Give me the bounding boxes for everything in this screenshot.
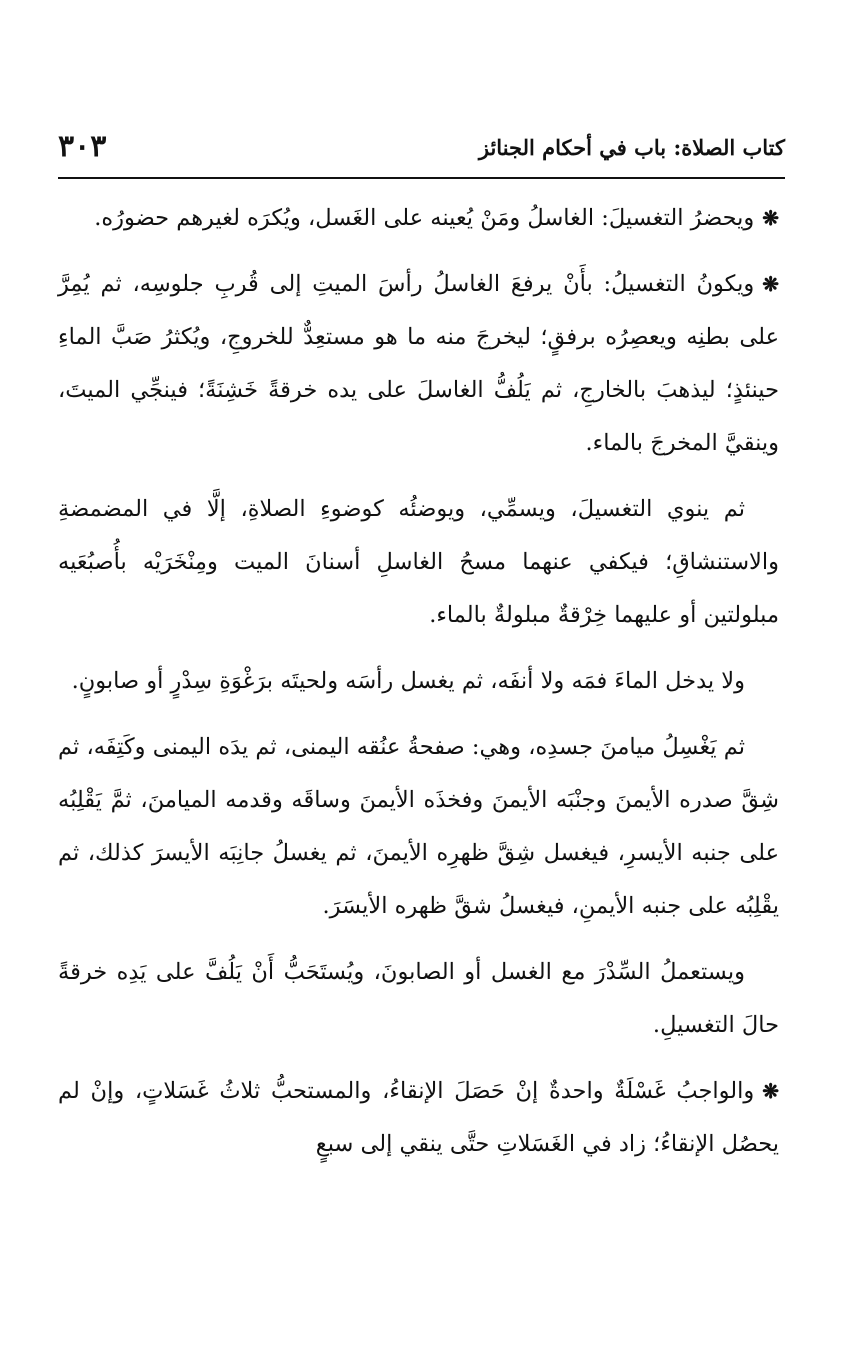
paragraph-text: ويكونُ التغسيلُ: بأَنْ يرفعَ الغاسلُ رأسَ الميتِ إلى قُربِ جلوسِه، ثم يُمِرَّ على بطنِه ويعصِرُه برفقٍ؛ ليخرجَ منه ما هو مستعِدٌّ للخروجِ، ويُكثرُ صَبَّ الماءِ حينئذٍ؛ ليذهبَ بالخارجِ، ثم يَلُفُّ الغاسلَ على يده خرقةً خَشِنَةً؛ فينجِّي الميتَ، وينقيَّ المخرجَ بالماء. [58,271,779,456]
paragraph-bullet-icon: ❋ [762,1079,779,1103]
paragraph [58,192,779,245]
paragraph [58,1065,779,1171]
paragraph-text: ويحضرُ التغسيلَ: الغاسلُ ومَنْ يُعينه على الغَسل، ويُكرَه لغيرهم حضورُه. [94,205,755,231]
paragraph-text: ثم يَغْسِلُ ميامنَ جسدِه، وهي: صفحةُ عنُقه اليمنى، ثم يدَه اليمنى وكَتِفَه، ثم شِقَّ صدره الأيمنَ وجنْبَه الأيمنَ وفخذَه الأيمنَ وساقَه وقدمه الميامنَ، ثمَّ يَقْلِبُه على جنبه الأيسرِ، فيغسل شِقَّ ظهرِه الأيمنَ، ثم يغسلُ جانِبَه الأيسرَ كذلك، ثم يقْلِبُه على جنبه الأيمنِ، فيغسلُ شقَّ ظهره الأيسَرَ. [58,734,779,919]
paragraph [58,946,779,1052]
paragraph-text: ولا يدخل الماءَ فمَه ولا أنفَه، ثم يغسل رأسَه ولحيتَه برَغْوَةِ سِدْرٍ أو صابونٍ. [71,668,745,694]
paragraph-bullet-icon: ❋ [762,206,779,230]
paragraph [58,655,779,708]
paragraph [58,483,779,642]
paragraph [58,721,779,933]
paragraph-bullet-icon: ❋ [762,272,779,296]
paragraph [58,258,779,470]
paragraph-text: ويستعملُ السِّدْرَ مع الغسل أو الصابونَ، ويُستَحَبُّ أَنْ يَلُفَّ على يَدِه خرقةً حالَ التغسيلِ. [58,959,779,1038]
page-number: ٣٠٣ [58,129,107,164]
page-body [58,192,779,1184]
running-head: كتاب الصلاة: باب في أحكام الجنائز [478,135,785,160]
paragraph-text: ثم ينوي التغسيلَ، ويسمِّي، ويوضئُه كوضوءِ الصلاةِ، إلَّا في المضمضةِ والاستنشاقِ؛ فيكفي عنهما مسحُ الغاسلِ أسنانَ الميت ومِنْخَرَيْه بأُصبُعَيه مبلولتين أو عليهما خِرْقةٌ مبلولةٌ بالماء. [58,496,779,628]
paragraph-text: والواجبُ غَسْلَةٌ واحدةٌ إنْ حَصَلَ الإنقاءُ، والمستحبُّ ثلاثُ غَسَلاتٍ، وإنْ لم يحصُل الإنقاءُ؛ زاد في الغَسَلاتِ حتَّى ينقي إلى سبعٍ [58,1078,779,1157]
page-header [58,125,785,179]
